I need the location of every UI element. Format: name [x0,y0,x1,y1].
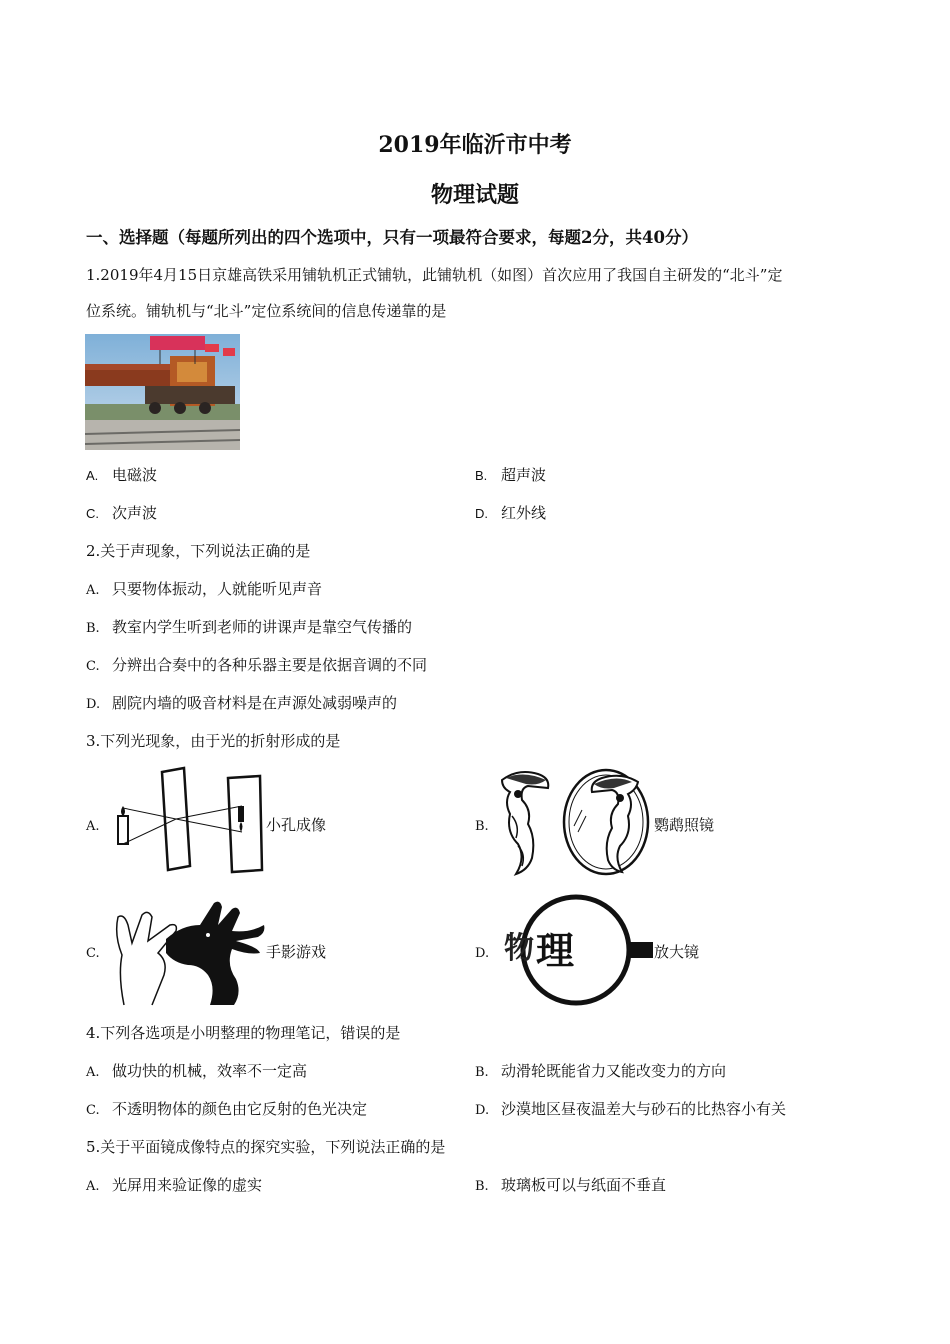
q1-option-d[interactable] [475,503,546,524]
option-letter: C. [86,659,100,674]
option-letter: B. [86,621,100,636]
option-text: 沙漠地区昼夜温差大与砂石的比热容小有关 [501,1100,787,1118]
option-text: 超声波 [501,466,547,484]
q3-stem: 3.下列光现象，由于光的折射形成的是 [86,732,341,750]
q1-stem-line1: 1.2019年4月15日京雄高铁采用铺轨机正式铺轨，此铺轨机（如图）首次应用了我国自主研发的“北斗”定 [86,266,783,284]
q3-option-d-label: 放大镜 [654,943,700,961]
option-text: 电磁波 [112,466,158,484]
page-subtitle: 物理试题 [430,182,519,208]
option-letter: B. [475,819,489,834]
option-text: 光屏用来验证像的虚实 [112,1176,263,1194]
option-letter: B. [475,1065,489,1080]
option-letter: B. [475,468,488,483]
q1-option-b[interactable] [475,465,546,486]
option-letter: C. [86,1103,100,1118]
option-text: 做功快的机械，效率不一定高 [112,1062,308,1080]
q3-option-a-label: 小孔成像 [266,816,327,834]
option-text: 次声波 [112,504,158,522]
q1-stem-line2: 位系统。铺轨机与“北斗”定位系统间的信息传递靠的是 [86,302,447,320]
magnifier-text-large: 理 [536,929,575,973]
option-text: 红外线 [501,504,547,522]
q4-option-c[interactable] [86,1099,367,1121]
pinhole-imaging-figure [112,766,264,876]
option-letter: A. [86,1179,100,1194]
q5-option-a[interactable] [86,1175,262,1197]
option-text: 教室内学生听到老师的讲课声是靠空气传播的 [112,618,413,636]
hand-shadow-figure [108,895,268,1007]
q4-option-a[interactable] [86,1061,307,1083]
q1-option-a[interactable] [86,465,157,486]
q3-option-b-label: 鹦鹉照镜 [654,816,715,834]
option-letter: A. [86,819,100,834]
option-letter: D. [86,697,101,712]
option-text: 剧院内墙的吸音材料是在声源处减弱噪声的 [112,694,398,712]
option-letter: C. [86,506,99,521]
q4-option-d[interactable] [475,1099,786,1121]
option-letter: D. [475,946,490,961]
parrot-mirror-figure [498,766,653,878]
option-text: 不透明物体的颜色由它反射的色光决定 [112,1100,368,1118]
option-letter: C. [86,946,100,961]
option-letter: D. [475,506,488,521]
magnifier-text-small: 物 [504,931,534,966]
option-letter: A. [86,583,100,598]
q5-stem: 5.关于平面镜成像特点的探究实验，下列说法正确的是 [86,1138,446,1156]
q5-option-b[interactable] [475,1175,666,1197]
track-laying-machine-photo [85,334,240,450]
q1-option-c[interactable] [86,503,157,524]
q3-option-a[interactable] [86,815,112,837]
option-text: 动滑轮既能省力又能改变力的方向 [501,1062,727,1080]
magnifying-glass-figure [498,892,654,1008]
page-title: 2019年临沂市中考 [378,132,572,158]
q2-option-b[interactable] [86,617,412,639]
q4-option-b[interactable] [475,1061,726,1083]
option-letter: A. [86,468,99,483]
q2-option-c[interactable] [86,655,427,677]
q2-stem: 2.关于声现象，下列说法正确的是 [86,542,311,560]
q3-option-c-label: 手影游戏 [266,943,327,961]
section-heading: 一、选择题（每题所列出的四个选项中，只有一项最符合要求，每题2分，共40分） [86,228,698,247]
option-letter: A. [86,1065,100,1080]
q4-stem: 4.下列各选项是小明整理的物理笔记，错误的是 [86,1024,401,1042]
q2-option-a[interactable] [86,579,322,601]
option-text: 玻璃板可以与纸面不垂直 [501,1176,667,1194]
option-text: 只要物体振动，人就能听见声音 [112,580,323,598]
option-text: 分辨出合奏中的各种乐器主要是依据音调的不同 [112,656,428,674]
option-letter: D. [475,1103,490,1118]
option-letter: B. [475,1179,489,1194]
q2-option-d[interactable] [86,693,397,715]
